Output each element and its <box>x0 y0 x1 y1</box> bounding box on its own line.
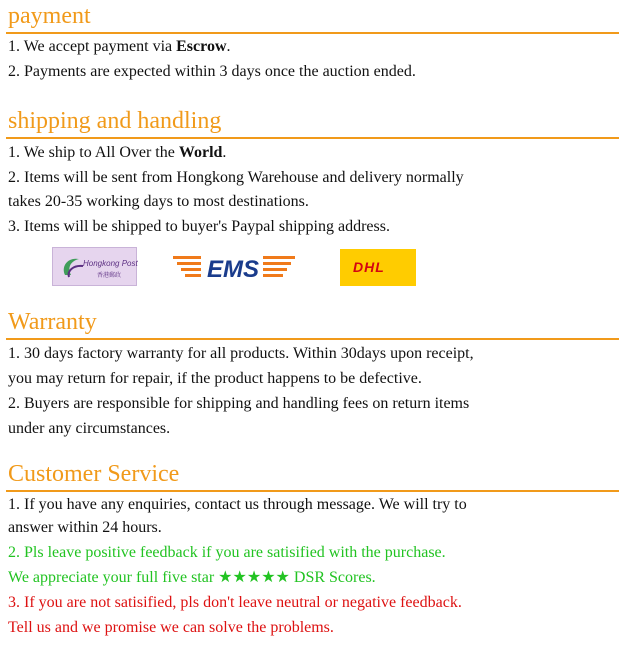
shipping-line-1: 1. We ship to All Over the World. <box>8 144 227 161</box>
customer-service-line-2a: 2. Pls leave positive feedback if you are satisified with the purchase. <box>8 544 446 561</box>
shipping-divider <box>6 137 619 139</box>
hongkong-post-text: Hongkong Post <box>83 259 138 268</box>
shipping-heading: shipping and handling <box>8 108 222 134</box>
customer-service-heading: Customer Service <box>8 461 180 487</box>
payment-heading: payment <box>8 3 91 29</box>
ems-text: EMS <box>206 256 260 282</box>
warranty-line-2a: 2. Buyers are responsible for shipping and handling fees on return items <box>8 395 470 412</box>
hongkong-post-logo <box>52 247 137 286</box>
customer-service-line-2b: We appreciate your full five star ★★★★★ DSR Scores. <box>8 569 376 586</box>
shipping-line-3: 3. Items will be shipped to buyer's Paypal shipping address. <box>8 218 390 235</box>
shipping-line-2b: takes 20-35 working days to most destinations. <box>8 193 309 210</box>
payment-divider <box>6 32 619 34</box>
customer-service-divider <box>6 490 619 492</box>
customer-service-line-3b: Tell us and we promise we can solve the problems. <box>8 619 334 636</box>
customer-service-line-1a: 1. If you have any enquiries, contact us through message. We will try to <box>8 496 467 513</box>
payment-line-1: 1. We accept payment via Escrow. <box>8 38 231 55</box>
warranty-line-1b: you may return for repair, if the product happens to be defective. <box>8 370 422 387</box>
dhl-text: DHL <box>353 259 385 275</box>
customer-service-line-3a: 3. If you are not satisified, pls don't leave neutral or negative feedback. <box>8 594 462 611</box>
shipping-line-2a: 2. Items will be sent from Hongkong Warehouse and delivery normally <box>8 169 464 186</box>
customer-service-line-1b: answer within 24 hours. <box>8 519 162 536</box>
dhl-logo <box>340 249 416 286</box>
warranty-line-1a: 1. 30 days factory warranty for all products. Within 30days upon receipt, <box>8 345 474 362</box>
warranty-divider <box>6 338 619 340</box>
payment-line-2: 2. Payments are expected within 3 days once the auction ended. <box>8 63 416 80</box>
ems-emblem-icon <box>173 252 295 282</box>
five-star-icon: ★★★★★ <box>218 569 290 586</box>
warranty-heading: Warranty <box>8 309 97 335</box>
ems-logo <box>173 252 295 282</box>
warranty-line-2b: under any circumstances. <box>8 420 171 437</box>
hongkong-post-chinese-text: 香港郵政 <box>97 272 122 279</box>
